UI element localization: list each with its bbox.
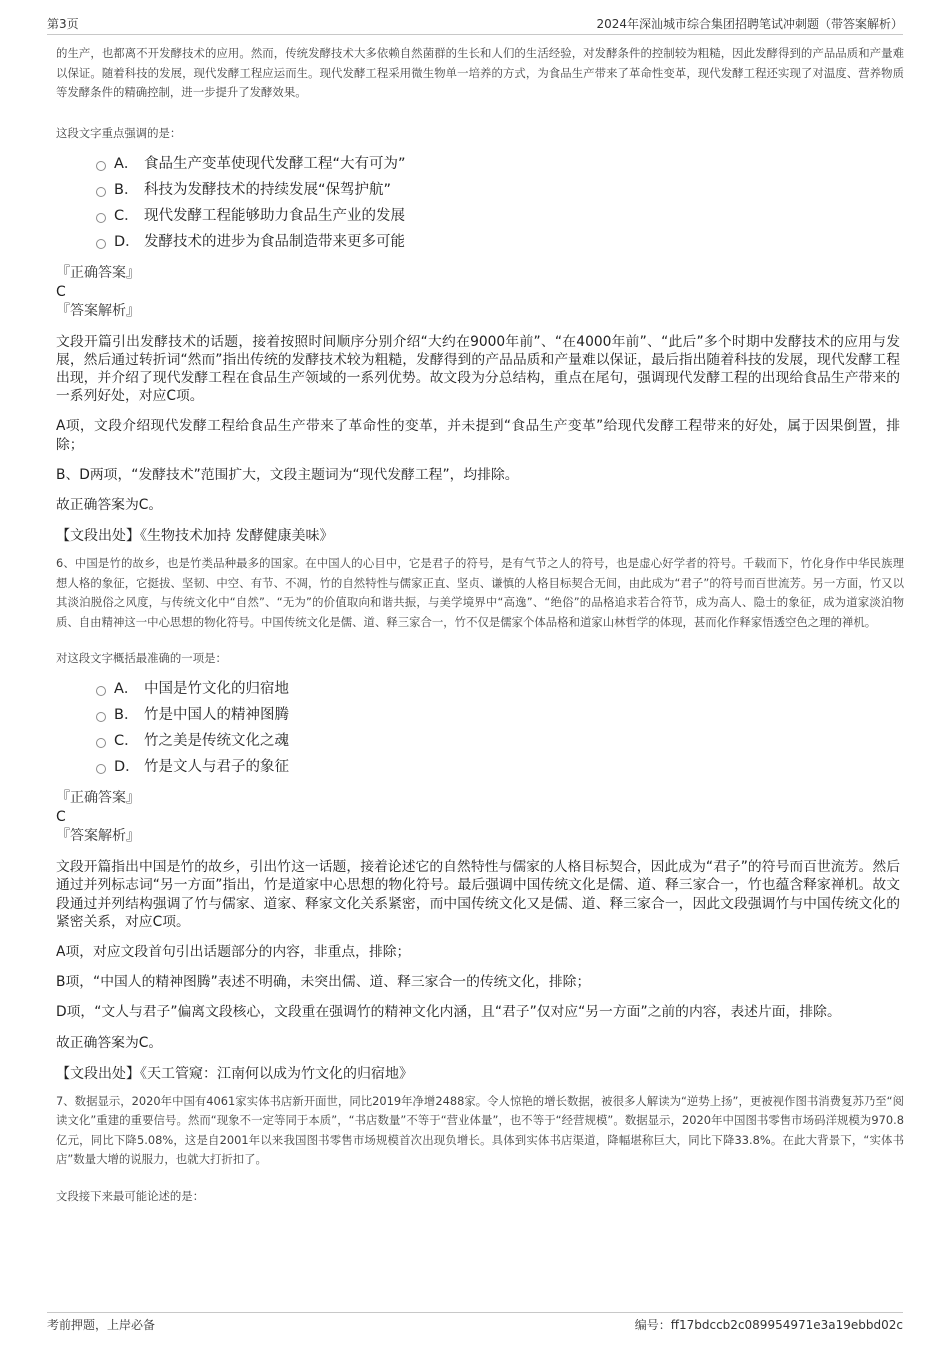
option-text: 食品生产变革使现代发酵工程“大有可为”	[144, 155, 406, 172]
q5-analysis-para: B、D两项，“发酵技术”范围扩大，文段主题词为“现代发酵工程”，均排除。	[56, 466, 519, 483]
q6-source: 【文段出处】《天工管窥：江南何以成为竹文化的归宿地》	[56, 1065, 413, 1082]
q6-analysis-para: A项，对应文段首句引出话题部分的内容，非重点，排除；	[56, 943, 411, 960]
q6-option-a[interactable]	[56, 676, 904, 702]
q5-answer-label: 『正确答案』	[56, 264, 140, 281]
option-text: 竹是文人与君子的象征	[144, 759, 289, 776]
q7-passage: 7、数据显示，2020年中国有4061家实体书店新开面世，同比2019年净增2488家。令人惊艳的增长数据，被很多人解读为“逆势上扬”，更被视作图书消费复苏乃至“阅读文化”重建的重要信号。然而“现象不一定等同于本质”，“书店数量”不等于“营业体量”，也不等于“经营规模”。数据显示，2020年中国图书零售市场码洋规模为970.8亿元，同比下降5.08%，这是自2001年以来我国图书零售市场规模首次出现负增长。具体到实体书店渠道，降幅堪称巨大，同比下降33.8%。在此大背景下，“实体书店”数量大增的说服力，也就大打折扣了。	[56, 1093, 904, 1167]
option-letter: D．	[114, 759, 140, 776]
q5-analysis-para: 文段开篇引出发酵技术的话题，接着按照时间顺序分别介绍“大约在9000年前”、“在4000年前”、“此后”多个时期中发酵技术的应用与发展，然后通过转折词“然而”指出传统的发酵技术较为粗糙，发酵得到的产品品质和产量难以保证，最后指出随着科技的发展，现代发酵工程出现，并介绍了现代发酵工程在食品生产领域的一系列优势。故文段为分总结构，重点在尾句，强调现代发酵工程的出现给食品生产带来的一系列好处，对应C项。	[56, 333, 900, 405]
q5-analysis-para: A项，文段介绍现代发酵工程给食品生产带来了革命性的变革，并未提到“食品生产变革”给现代发酵工程带来的好处，属于因果倒置，排除；	[56, 418, 900, 453]
radio-icon[interactable]	[96, 712, 106, 722]
q6-passage: 6、中国是竹的故乡，也是竹类品种最多的国家。在中国人的心目中，它是君子的符号，是有气节之人的符号，也是虚心好学者的符号。千载而下，竹化身作中华民族理想人格的象征，它挺拔、坚韧、中空、有节、不凋，竹的自然特性与儒家正直、坚贞、谦慎的人格目标契合无间，由此成为“君子”的符号而百世流芳。另一方面，竹又以其淡泊脱俗之风度，与传统文化中“自然”、“无为”的价值取向和谐共振，与美学境界中“高逸”、“绝俗”的品格追求若合符节，成为高人、隐士的象征，成为道家淡泊物质、自由精神这一中心思想的物化符号。中国传统文化是儒、道、释三家合一，竹不仅是儒家个体品格和道家山林哲学的体现，甚而化作释家悟透空色之理的禅机。	[56, 556, 904, 629]
option-text: 中国是竹文化的归宿地	[144, 681, 289, 698]
q7-prompt: 文段接下来最可能论述的是：	[56, 1188, 205, 1203]
footer-slogan: 考前押题，上岸必备	[47, 1318, 156, 1332]
document-id: 编号：ff17bdccb2c089954971e3a19ebbd02c	[634, 1318, 903, 1332]
q5-passage: 的生产，也都离不开发酵技术的应用。然而，传统发酵技术大多依赖自然菌群的生长和人们的生活经验，对发酵条件的控制较为粗糙，因此发酵得到的产品品质和产量难以保证。随着科技的发展，现代发酵工程应运而生。现代发酵工程采用微生物单一培养的方式，为食品生产带来了革命性变革，现代发酵工程还实现了对温度、营养物质等发酵条件的精确控制，进一步提升了发酵效果。	[56, 46, 904, 99]
page-footer	[47, 1312, 903, 1335]
q6-prompt: 对这段文字概括最准确的一项是：	[56, 651, 227, 666]
q5-source: 【文段出处】《生物技术加持 发酵健康美味》	[56, 528, 334, 545]
radio-icon[interactable]	[96, 239, 106, 249]
q5-option-c[interactable]	[56, 203, 904, 229]
radio-icon[interactable]	[96, 764, 106, 774]
option-letter: A．	[114, 681, 139, 698]
q6-answer: C	[56, 809, 66, 826]
page-header	[47, 12, 903, 35]
q6-options	[56, 676, 904, 780]
q5-options	[56, 151, 904, 255]
radio-icon[interactable]	[96, 187, 106, 197]
q5-analysis-para: 故正确答案为C。	[56, 496, 163, 513]
radio-icon[interactable]	[96, 738, 106, 748]
q6-analysis-para: D项，“文人与君子”偏离文段核心，文段重在强调竹的精神文化内涵，且“君子”仅对应“另一方面”之前的内容，表述片面，排除。	[56, 1004, 841, 1021]
page-content	[56, 44, 904, 1204]
q6-analysis-para: 文段开篇指出中国是竹的故乡，引出竹这一话题，接着论述它的自然特性与儒家的人格目标契合，因此成为“君子”的符号而百世流芳。然后通过并列标志词“另一方面”指出，竹是道家中心思想的物化符号。最后强调中国传统文化是儒、道、释三家合一，竹也蕴含释家禅机。故文段通过并列结构强调了竹与儒家、道家、释家文化关系紧密，而中国传统文化又是儒、道、释三家合一，因此文段强调竹与中国传统文化的紧密关系，对应C项。	[56, 859, 900, 930]
q5-analysis-label: 『答案解析』	[56, 302, 140, 319]
q6-answer-label: 『正确答案』	[56, 790, 140, 807]
option-letter: C．	[114, 207, 139, 224]
option-letter: B．	[114, 181, 139, 198]
option-letter: A．	[114, 155, 139, 172]
option-text: 竹是中国人的精神图腾	[144, 707, 289, 724]
q6-option-d[interactable]	[56, 754, 904, 780]
option-text: 现代发酵工程能够助力食品生产业的发展	[144, 207, 405, 224]
page-number: 第3页	[47, 17, 79, 31]
option-letter: D．	[114, 233, 140, 250]
option-text: 竹之美是传统文化之魂	[144, 733, 289, 750]
option-letter: B．	[114, 707, 139, 724]
radio-icon[interactable]	[96, 686, 106, 696]
option-text: 发酵技术的进步为食品制造带来更多可能	[144, 233, 405, 250]
q5-option-d[interactable]	[56, 229, 904, 255]
document-title: 2024年深汕城市综合集团招聘笔试冲刺题（带答案解析）	[596, 17, 903, 31]
q6-analysis-label: 『答案解析』	[56, 828, 140, 845]
q5-prompt: 这段文字重点强调的是：	[56, 125, 182, 140]
q6-option-b[interactable]	[56, 702, 904, 728]
q6-analysis-para: 故正确答案为C。	[56, 1034, 163, 1051]
option-letter: C．	[114, 733, 139, 750]
radio-icon[interactable]	[96, 213, 106, 223]
q5-option-a[interactable]	[56, 151, 904, 177]
radio-icon[interactable]	[96, 161, 106, 171]
q5-option-b[interactable]	[56, 177, 904, 203]
q5-answer: C	[56, 283, 66, 300]
option-text: 科技为发酵技术的持续发展“保驾护航”	[144, 181, 392, 198]
q6-option-c[interactable]	[56, 728, 904, 754]
q6-analysis-para: B项，“中国人的精神图腾”表述不明确，未突出儒、道、释三家合一的传统文化，排除；	[56, 974, 591, 991]
